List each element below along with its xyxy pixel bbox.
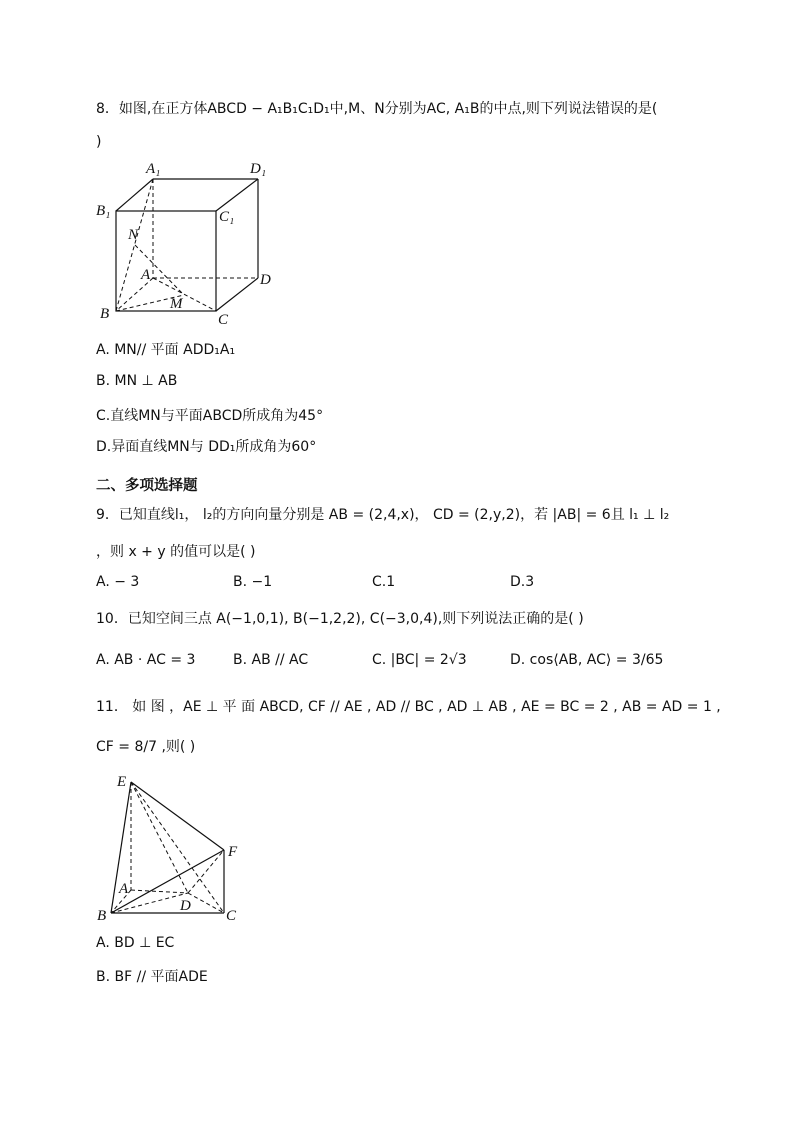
q8-stem-close: ) bbox=[96, 134, 102, 150]
label-B: B bbox=[97, 908, 107, 924]
q10-option-d: D. cos⟨AB, AC⟩ = 3/65 bbox=[510, 652, 664, 668]
label-A1: A₁ bbox=[146, 161, 161, 177]
q8-option-d: D.异面直线MN与 DD₁所成角为60° bbox=[96, 439, 317, 455]
label-C: C bbox=[226, 908, 237, 924]
q9-option-b: B. −1 bbox=[233, 574, 273, 590]
q11-stem-cont: CF = 8/7 ,则( ) bbox=[96, 739, 196, 755]
q9-stem-cont: ，则 x + y 的值可以是( ) bbox=[96, 544, 256, 560]
q8-option-b: B. MN ⊥ AB bbox=[96, 373, 178, 389]
q10-option-b: B. AB // AC bbox=[233, 652, 309, 668]
q8-option-c: C.直线MN与平面ABCD所成角为45° bbox=[96, 408, 324, 424]
label-F: F bbox=[228, 844, 238, 860]
q10-option-c: C. |BC| = 2√3 bbox=[372, 652, 467, 668]
label-B: B bbox=[100, 306, 110, 322]
q9-option-d: D.3 bbox=[510, 574, 535, 590]
q11-stem: 11． 如 图 ，AE ⊥ 平 面 ABCD, CF // AE , AD // BC , AD ⊥ AB , AE = BC = 2 , AB = AD = 1 , bbox=[96, 699, 721, 715]
q8-stem: 8．如图,在正方体ABCD − A₁B₁C₁D₁中,M、N分别为AC, A₁B的中点,则下列说法错误的是( bbox=[96, 101, 658, 117]
label-D: D bbox=[260, 272, 271, 288]
q10-stem: 10．已知空间三点 A(−1,0,1), B(−1,2,2), C(−3,0,4),则下列说法正确的是( ) bbox=[96, 611, 584, 627]
q8-option-a: A. MN// 平面 ADD₁A₁ bbox=[96, 342, 236, 358]
label-A: A bbox=[141, 267, 151, 283]
q9-stem: 9．已知直线l₁， l₂的方向向量分别是 AB = (2,4,x)， CD = (2,y,2)，若 |AB| = 6且 l₁ ⊥ l₂ bbox=[96, 507, 670, 523]
q10-option-a: A. AB · AC = 3 bbox=[96, 652, 196, 668]
cube-figure bbox=[92, 155, 292, 330]
label-D1: D₁ bbox=[250, 161, 267, 177]
label-C1: C₁ bbox=[219, 209, 235, 225]
section-title: 二、多项选择题 bbox=[96, 478, 198, 494]
solid-figure bbox=[92, 770, 252, 925]
q9-option-a: A. − 3 bbox=[96, 574, 140, 590]
q11-option-a: A. BD ⊥ EC bbox=[96, 935, 175, 951]
label-A: A bbox=[119, 881, 129, 897]
label-E: E bbox=[117, 774, 127, 790]
label-D: D bbox=[180, 898, 191, 914]
label-B1: B₁ bbox=[96, 203, 111, 219]
label-N: N bbox=[128, 227, 139, 243]
q11-option-b: B. BF // 平面ADE bbox=[96, 969, 208, 985]
label-C: C bbox=[218, 312, 229, 328]
q9-option-c: C.1 bbox=[372, 574, 396, 590]
label-M: M bbox=[170, 296, 183, 312]
